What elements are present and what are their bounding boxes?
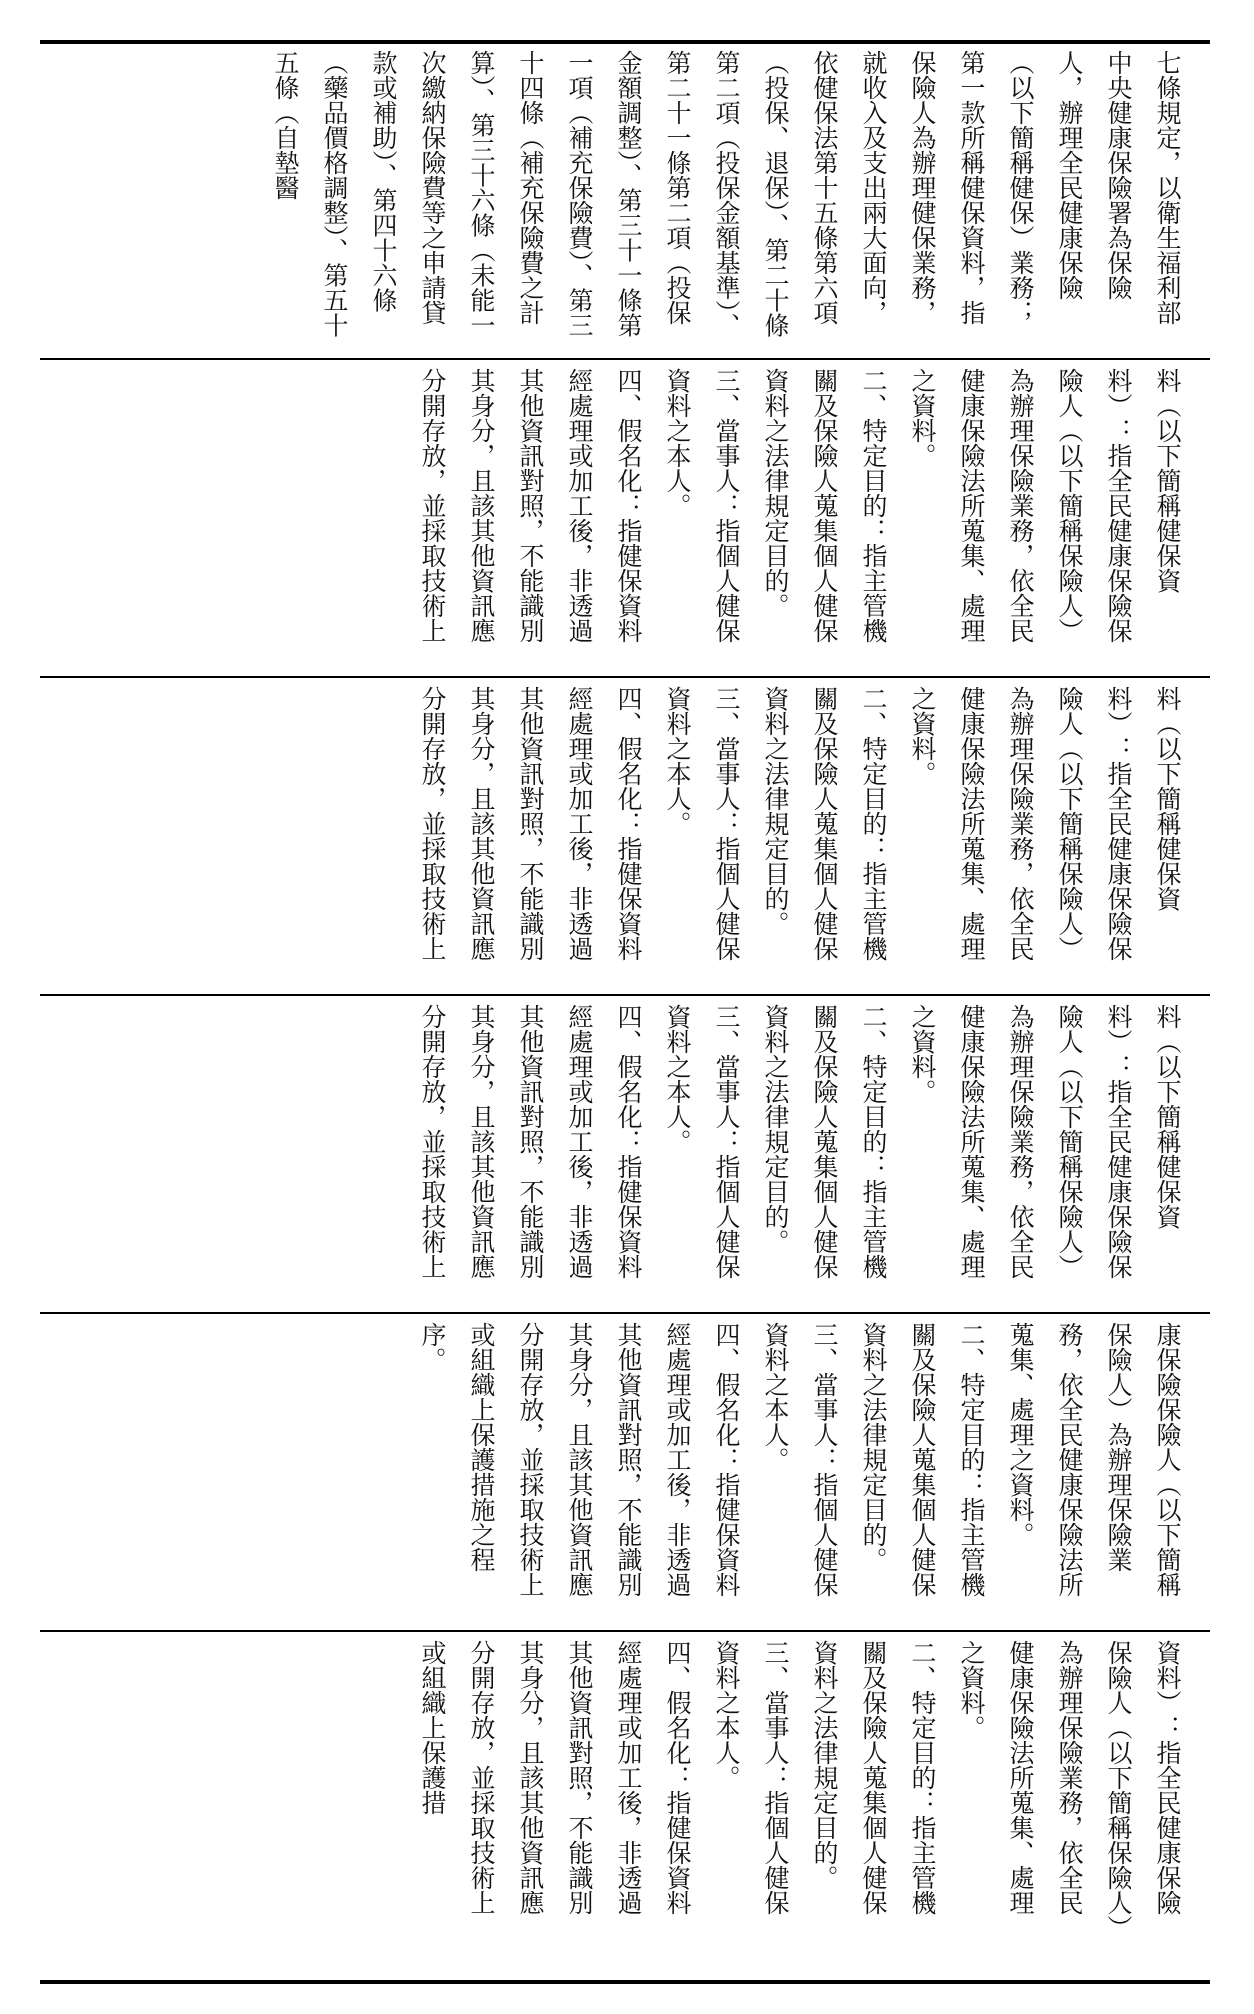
paragraph: 三、當事人：指個人健保資料之本人。 — [663, 686, 741, 961]
band-divider — [40, 676, 1210, 678]
paragraph: 康保險保險人（以下簡稱保險人）為辦理保險業務，依全民健康保險法所蒐集、處理之資料。 — [1006, 1322, 1182, 1597]
band-divider — [40, 358, 1210, 360]
paragraph: 四、假名化：指健保資料經處理或加工後，非透過其他資訊對照，不能識別其身分，且該其他資訊應分開存放，並採取技術上 — [418, 368, 643, 643]
paragraph: 七條規定，以衛生福利部中央健康保險署為保險人，辦理全民健康保險（以下簡稱健保）業務；第一款所稱健保資料，指保險人為辦理健保業務，就收入及支出兩大面向，依健保法第十五條第六項（投保、退保）、第二十條第二項（投保金額基準）、第二十一條第二項（投保金額調整）、第三十一條第一項（補充保險費）、第三十四條（補充保險費之計算）、第三十六條（未能一次繳納保險費等之申請貸款或補助）、第四十六條（藥品價格調整）、第五十五條（自墊醫 — [271, 50, 1182, 338]
paragraph: 二、特定目的：指主管機關及保險人蒐集個人健保資料之法律規定目的。 — [761, 1004, 888, 1279]
paragraph: 料（以下簡稱健保資料）：指全民健康保險保險人（以下簡稱保險人）為辦理保險業務，依全民健康保險法所蒐集、處理之資料。 — [908, 686, 1182, 961]
text-band-1 — [40, 50, 1210, 340]
bottom-rule — [40, 1980, 1210, 1984]
paragraph: 三、當事人：指個人健保資料之本人。 — [663, 1004, 741, 1279]
top-rule — [40, 40, 1210, 44]
paragraph: 資料）：指全民健康保險保險人（以下簡稱保險人）為辦理保險業務，依全民健康保險法所蒐集、處理之資料。 — [957, 1640, 1182, 1928]
paragraph: 二、特定目的：指主管機關及保險人蒐集個人健保資料之法律規定目的。 — [810, 1640, 937, 1915]
paragraph: 料（以下簡稱健保資料）：指全民健康保險保險人（以下簡稱保險人）為辦理保險業務，依全民健康保險法所蒐集、處理之資料。 — [908, 368, 1182, 643]
text-band-2 — [40, 368, 1210, 658]
paragraph: 四、假名化：指健保資料經處理或加工後，非透過其他資訊對照，不能識別其身分，且該其他資訊應分開存放，並採取技術上或組織上保護措施之程序。 — [418, 1322, 741, 1597]
paragraph: 三、當事人：指個人健保資料之本人。 — [712, 1640, 790, 1915]
band-divider — [40, 994, 1210, 996]
band-divider — [40, 1312, 1210, 1314]
document-page — [40, 40, 1210, 1985]
paragraph: 四、假名化：指健保資料經處理或加工後，非透過其他資訊對照，不能識別其身分，且該其他資訊應分開存放，並採取技術上 — [418, 1004, 643, 1279]
paragraph: 二、特定目的：指主管機關及保險人蒐集個人健保資料之法律規定目的。 — [761, 368, 888, 643]
paragraph: 二、特定目的：指主管機關及保險人蒐集個人健保資料之法律規定目的。 — [859, 1322, 986, 1597]
paragraph: 四、假名化：指健保資料經處理或加工後，非透過其他資訊對照，不能識別其身分，且該其他資訊應分開存放，並採取技術上 — [418, 686, 643, 961]
text-band-5 — [40, 1322, 1210, 1612]
paragraph: 三、當事人：指個人健保資料之本人。 — [663, 368, 741, 643]
paragraph: 三、當事人：指個人健保資料之本人。 — [761, 1322, 839, 1597]
paragraph: 四、假名化：指健保資料經處理或加工後，非透過其他資訊對照，不能識別其身分，且該其他資訊應分開存放，並採取技術上或組織上保護措 — [418, 1640, 692, 1915]
band-divider — [40, 1630, 1210, 1632]
text-band-3 — [40, 686, 1210, 976]
text-band-6 — [40, 1640, 1210, 1930]
text-band-4 — [40, 1004, 1210, 1294]
paragraph: 料（以下簡稱健保資料）：指全民健康保險保險人（以下簡稱保險人）為辦理保險業務，依全民健康保險法所蒐集、處理之資料。 — [908, 1004, 1182, 1279]
paragraph: 二、特定目的：指主管機關及保險人蒐集個人健保資料之法律規定目的。 — [761, 686, 888, 961]
